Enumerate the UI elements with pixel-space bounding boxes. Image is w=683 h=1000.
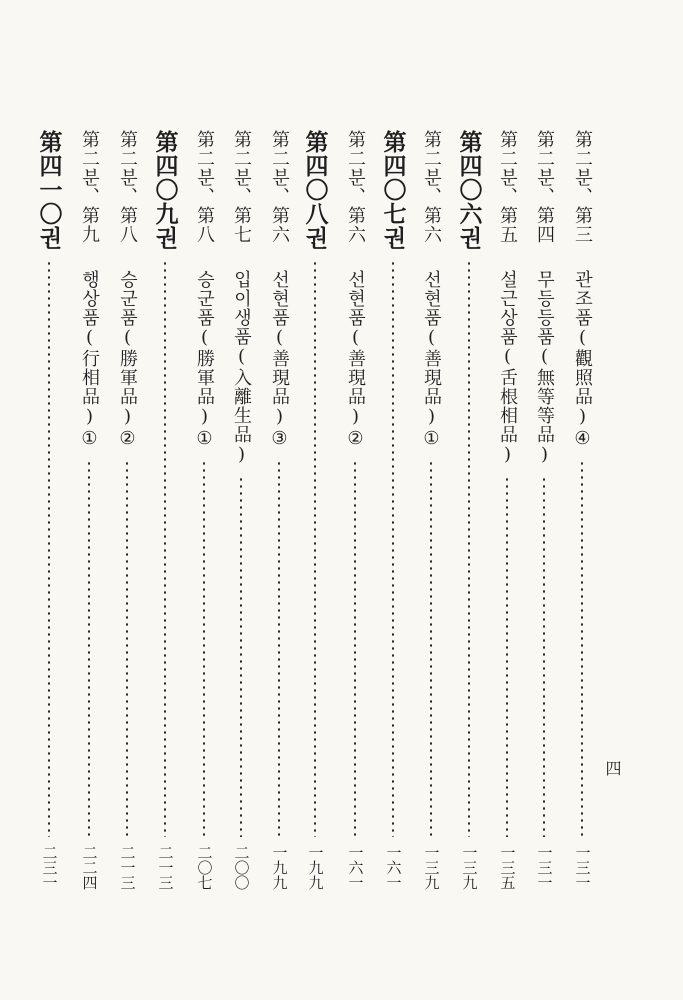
volume-label: 第四〇九권 <box>151 130 179 250</box>
dot-leader <box>392 260 394 837</box>
toc-entry <box>414 130 448 890</box>
entry-prefix: 第二분、第六 <box>269 130 290 244</box>
dot-leader <box>164 260 166 837</box>
toc-entry <box>565 130 599 890</box>
volume-page: 二三一 <box>40 845 59 890</box>
dot-leader <box>506 476 508 837</box>
entry-title: 무등등품(無等等品) <box>534 270 555 466</box>
page-number: 四 <box>603 760 622 776</box>
entry-title: 승군품(勝軍品)② <box>117 270 138 450</box>
toc-entry <box>224 130 258 890</box>
toc-entry <box>72 130 106 890</box>
dot-leader <box>126 460 128 837</box>
toc-entry <box>262 130 296 890</box>
entry-prefix: 第二분、第三 <box>572 130 593 244</box>
volume-label: 第四一〇권 <box>35 130 63 250</box>
entry-prefix: 第二분、第六 <box>345 130 366 244</box>
entry-page: 二二四 <box>80 845 99 890</box>
dot-leader <box>48 260 50 837</box>
volume-heading <box>298 130 332 890</box>
volume-label: 第四〇六권 <box>455 130 483 250</box>
entry-page: 一三九 <box>422 845 441 890</box>
dot-leader <box>278 460 280 837</box>
volume-heading <box>148 130 182 890</box>
entry-page: 二〇七 <box>195 845 214 890</box>
entry-prefix: 第二분、第四 <box>534 130 555 244</box>
entry-title: 관조품(觀照品)④ <box>572 270 593 450</box>
entry-title: 선현품(善現品)② <box>345 270 366 450</box>
volume-heading <box>376 130 410 890</box>
entry-page: 一三五 <box>498 845 517 890</box>
entry-title: 입이생품(入離生品) <box>231 270 252 466</box>
volume-heading <box>452 130 486 890</box>
entry-prefix: 第二분、第八 <box>194 130 215 244</box>
entry-title: 승군품(勝軍品)① <box>194 270 215 450</box>
entry-page: 一九九 <box>270 845 289 890</box>
dot-leader <box>581 460 583 837</box>
dot-leader <box>354 460 356 837</box>
dot-leader <box>430 460 432 837</box>
entry-prefix: 第二분、第六 <box>421 130 442 244</box>
toc-entry <box>338 130 372 890</box>
volume-label: 第四〇八권 <box>301 130 329 250</box>
toc-entry <box>187 130 221 890</box>
entry-prefix: 第二분、第五 <box>497 130 518 244</box>
entry-page: 二一三 <box>118 845 137 890</box>
entry-title: 행상품(行相品)① <box>79 270 100 450</box>
volume-label: 第四〇七권 <box>379 130 407 250</box>
volume-page: 一三九 <box>460 845 479 890</box>
entry-title: 선현품(善現品)① <box>421 270 442 450</box>
entry-title: 설근상품(舌根相品) <box>497 270 518 466</box>
toc-entry <box>110 130 144 890</box>
volume-page: 一九九 <box>306 845 325 890</box>
entry-prefix: 第二분、第七 <box>231 130 252 244</box>
entry-page: 二〇〇 <box>232 845 251 890</box>
volume-page: 二一三 <box>156 845 175 890</box>
toc-entry <box>527 130 561 890</box>
dot-leader <box>468 260 470 837</box>
entry-page: 一三一 <box>535 845 554 890</box>
entry-title: 선현품(善現品)③ <box>269 270 290 450</box>
dot-leader <box>88 460 90 837</box>
volume-page: 一六一 <box>384 845 403 890</box>
entry-page: 一六一 <box>346 845 365 890</box>
entry-prefix: 第二분、第九 <box>79 130 100 244</box>
dot-leader <box>203 460 205 837</box>
toc-entry <box>490 130 524 890</box>
entry-prefix: 第二분、第八 <box>117 130 138 244</box>
volume-heading <box>32 130 66 890</box>
dot-leader <box>240 476 242 837</box>
dot-leader <box>314 260 316 837</box>
entry-page: 一三一 <box>573 845 592 890</box>
dot-leader <box>543 476 545 837</box>
